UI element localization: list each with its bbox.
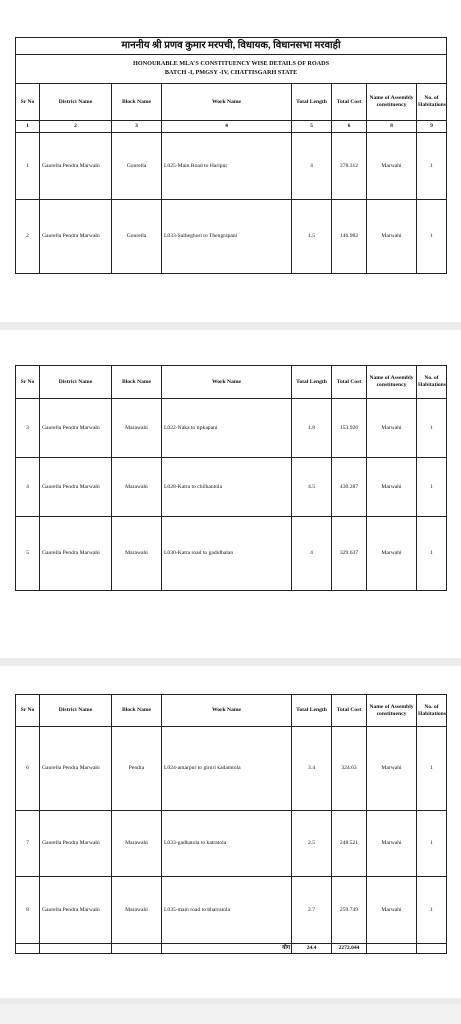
cell-cost: 430.287 — [332, 458, 367, 517]
cell-cost: 248.521 — [332, 811, 367, 877]
page-3 — [0, 666, 461, 998]
header-habitations: No. of Habitations — [417, 695, 447, 727]
column-number: 6 — [332, 121, 367, 133]
title-hindi: माननीय श्री प्रणव कुमार मरपची, विधायक, विधानसभा मरवाही — [16, 38, 447, 55]
cell-habitations: 1 — [417, 200, 447, 274]
cell-sr: 5 — [16, 517, 40, 591]
cell-cost: 324.63 — [332, 727, 367, 811]
table-row — [16, 133, 447, 200]
cell-block: Marawahi — [112, 399, 162, 458]
total-empty — [16, 944, 40, 954]
total-empty — [367, 944, 417, 954]
roads-table-page-1 — [15, 37, 447, 274]
cell-assembly: Marwahi — [367, 877, 417, 944]
cell-habitations: 1 — [417, 517, 447, 591]
header-assembly: Name of Assembly constituency — [367, 695, 417, 727]
roads-table-page-3 — [15, 694, 447, 954]
column-number: 1 — [16, 121, 40, 133]
cell-assembly: Marwahi — [367, 200, 417, 274]
cell-length: 4 — [292, 517, 332, 591]
cell-district: Gaurella Pendra Marwahi — [40, 458, 112, 517]
column-number-row — [16, 121, 447, 133]
cell-sr: 8 — [16, 877, 40, 944]
header-assembly: Name of Assembly constituency — [367, 84, 417, 121]
cell-length: 3.4 — [292, 727, 332, 811]
column-number: 5 — [292, 121, 332, 133]
column-number: 3 — [112, 121, 162, 133]
total-empty — [40, 944, 112, 954]
cell-block: Pendra — [112, 727, 162, 811]
header-cost: Total Cost — [332, 366, 367, 399]
header-sr: Sr No — [16, 695, 40, 727]
cell-length: 1.5 — [292, 200, 332, 274]
header-block: Block Name — [112, 366, 162, 399]
cell-district: Gaurella Pendra Marwahi — [40, 133, 112, 200]
cell-cost: 153.926 — [332, 399, 367, 458]
header-length: Total Length — [292, 695, 332, 727]
cell-sr: 6 — [16, 727, 40, 811]
header-length: Total Length — [292, 84, 332, 121]
cell-work: L028-Katra to chilhantola — [162, 458, 292, 517]
cell-sr: 4 — [16, 458, 40, 517]
header-length: Total Length — [292, 366, 332, 399]
column-number: 9 — [417, 121, 447, 133]
table-row — [16, 458, 447, 517]
cell-length: 4 — [292, 133, 332, 200]
header-sr: Sr No — [16, 366, 40, 399]
cell-district: Gaurella Pendra Marwahi — [40, 811, 112, 877]
header-district: District Name — [40, 366, 112, 399]
title-en-line2: BATCH -I, PMGSY -IV, CHATTISGARH STATE — [164, 69, 298, 76]
header-row — [16, 695, 447, 727]
cell-district: Gaurella Pendra Marwahi — [40, 399, 112, 458]
total-label: योग — [162, 944, 292, 954]
column-number: 2 — [40, 121, 112, 133]
header-block: Block Name — [112, 695, 162, 727]
cell-block: Marawahi — [112, 811, 162, 877]
cell-habitations: 1 — [417, 399, 447, 458]
cell-work: L025-Main Road to Haripur — [162, 133, 292, 200]
cell-cost: 378.312 — [332, 133, 367, 200]
header-row — [16, 84, 447, 121]
column-number: 8 — [367, 121, 417, 133]
total-empty — [417, 944, 447, 954]
header-work: Work Name — [162, 366, 292, 399]
total-empty — [112, 944, 162, 954]
cell-sr: 1 — [16, 133, 40, 200]
header-work: Work Name — [162, 695, 292, 727]
cell-assembly: Marwahi — [367, 458, 417, 517]
cell-assembly: Marwahi — [367, 811, 417, 877]
cell-block: Marawahi — [112, 517, 162, 591]
cell-block: Marawahi — [112, 458, 162, 517]
cell-habitations: 1 — [417, 133, 447, 200]
table-row — [16, 517, 447, 591]
cell-habitations: 1 — [417, 727, 447, 811]
header-assembly: Name of Assembly constituency — [367, 366, 417, 399]
cell-sr: 7 — [16, 811, 40, 877]
cell-length: 2.5 — [292, 811, 332, 877]
cell-habitations: 1 — [417, 811, 447, 877]
title-english — [16, 55, 447, 84]
cell-assembly: Marwahi — [367, 133, 417, 200]
header-row — [16, 366, 447, 399]
cell-length: 4.5 — [292, 458, 332, 517]
page-1 — [0, 0, 461, 322]
cell-work: L022-Naka to tipkapani — [162, 399, 292, 458]
cell-district: Gaurella Pendra Marwahi — [40, 200, 112, 274]
cell-block: Gourella — [112, 133, 162, 200]
cell-length: 1.8 — [292, 399, 332, 458]
table-row — [16, 877, 447, 944]
cell-cost: 259.749 — [332, 877, 367, 944]
cell-cost: 329.637 — [332, 517, 367, 591]
header-block: Block Name — [112, 84, 162, 121]
cell-district: Gaurella Pendra Marwahi — [40, 727, 112, 811]
cell-cost: 146.982 — [332, 200, 367, 274]
table-row — [16, 399, 447, 458]
header-sr: Sr No — [16, 84, 40, 121]
total-length: 24.4 — [292, 944, 332, 954]
title-en-line1: HONOURABLE MLA'S CONSTITUENCY WISE DETAILS OF ROADS — [133, 60, 330, 68]
header-district: District Name — [40, 84, 112, 121]
cell-work: L033-Salheghori to Thengrapani — [162, 200, 292, 274]
page-2 — [0, 330, 461, 658]
cell-work: L030-Katra road to gadidhalan — [162, 517, 292, 591]
column-number: 4 — [162, 121, 292, 133]
cell-length: 2.7 — [292, 877, 332, 944]
roads-table-page-2 — [15, 365, 447, 591]
table-row — [16, 200, 447, 274]
header-cost: Total Cost — [332, 84, 367, 121]
cell-work: L035-main road to bharratola — [162, 877, 292, 944]
cell-sr: 3 — [16, 399, 40, 458]
cell-work: L033-gadhatola to katratola — [162, 811, 292, 877]
cell-assembly: Marwahi — [367, 727, 417, 811]
table-row — [16, 727, 447, 811]
viewer-bottom-bar — [0, 1004, 461, 1024]
cell-sr: 2 — [16, 200, 40, 274]
header-habitations: No. of Habitations — [417, 84, 447, 121]
cell-assembly: Marwahi — [367, 517, 417, 591]
cell-assembly: Marwahi — [367, 399, 417, 458]
total-cost: 2272.044 — [332, 944, 367, 954]
cell-block: Gourella — [112, 200, 162, 274]
header-habitations: No. of Habitations — [417, 366, 447, 399]
cell-habitations: 1 — [417, 458, 447, 517]
cell-district: Gaurella Pendra Marwahi — [40, 517, 112, 591]
header-cost: Total Cost — [332, 695, 367, 727]
header-work: Work Name — [162, 84, 292, 121]
table-row — [16, 811, 447, 877]
cell-work: L024-amarpur to giruri kadamtola — [162, 727, 292, 811]
total-row — [16, 944, 447, 954]
cell-district: Gaurella Pendra Marwahi — [40, 877, 112, 944]
header-district: District Name — [40, 695, 112, 727]
cell-habitations: 1 — [417, 877, 447, 944]
cell-block: Marawahi — [112, 877, 162, 944]
